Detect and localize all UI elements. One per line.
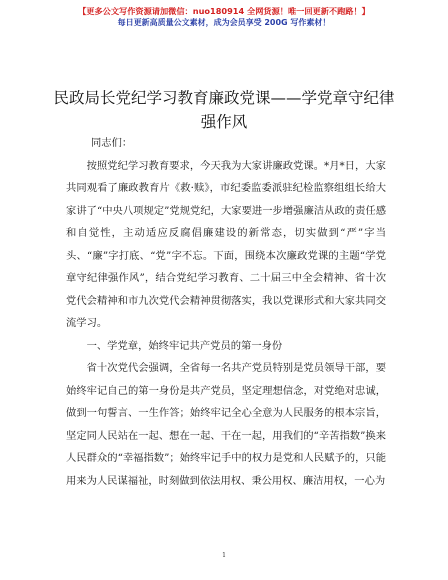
document-body: [66, 132, 386, 492]
promo-banner: [0, 5, 448, 29]
document-title: 民政局长党纪学习教育廉政党课——学党章守纪律强作风: [53, 89, 395, 131]
section-heading: 一、学党章，始终牢记共产党员的第一身份: [86, 339, 283, 352]
promo-banner-line-2: 每日更新高质量公文素材，成为会员享受 200G 写作素材！: [117, 18, 331, 27]
body-paragraph: 省十次党代会强调，全省每一名共产党员特别是党员领导干部，要始终牢记自己的第一身份是共产党员，坚定理想信念，对党绝对忠诚，做到一句誓言、一生作答；始终牢记全心全意为人民服务的根本宗旨，坚定同人民站在一起、想在一起、干在一起，用我们的“辛苦指数”换来人民群众的“幸福指数”；始终牢记手中的权力是党和人民赋予的，只能用来为人民谋福祉，时刻做到依法用权、秉公用权、廉洁用权，一心为: [66, 362, 386, 487]
promo-banner-line-1: 【更多公文写作资源请加微信：nuo180914 全网货源！唯一回更新不跑路！】: [78, 6, 370, 16]
page-number: 1: [222, 552, 226, 559]
salutation: 同志们：: [91, 137, 133, 149]
body-paragraph: 按照党纪学习教育要求，今天我为大家讲廉政党课。*月*日，大家共同观看了廉政教育片《救·赎》，市纪委监委派驻纪检监察组组长给大家讲了“中央八项规定”党规党纪，大家要进一步增强廉洁从政的责任感和自觉性，主动适应反腐倡廉建设的新常态，切实做到“严”字当头、“廉”字打底、“党”字不忘。下面，围绕本次廉政党课的主题“学党章守纪律强作风”，结合党纪学习教育、二十届三中全会精神、省十次党代会精神和市九次党代会精神贯彻落实，我以党课形式和大家共同交流学习。: [66, 159, 386, 329]
